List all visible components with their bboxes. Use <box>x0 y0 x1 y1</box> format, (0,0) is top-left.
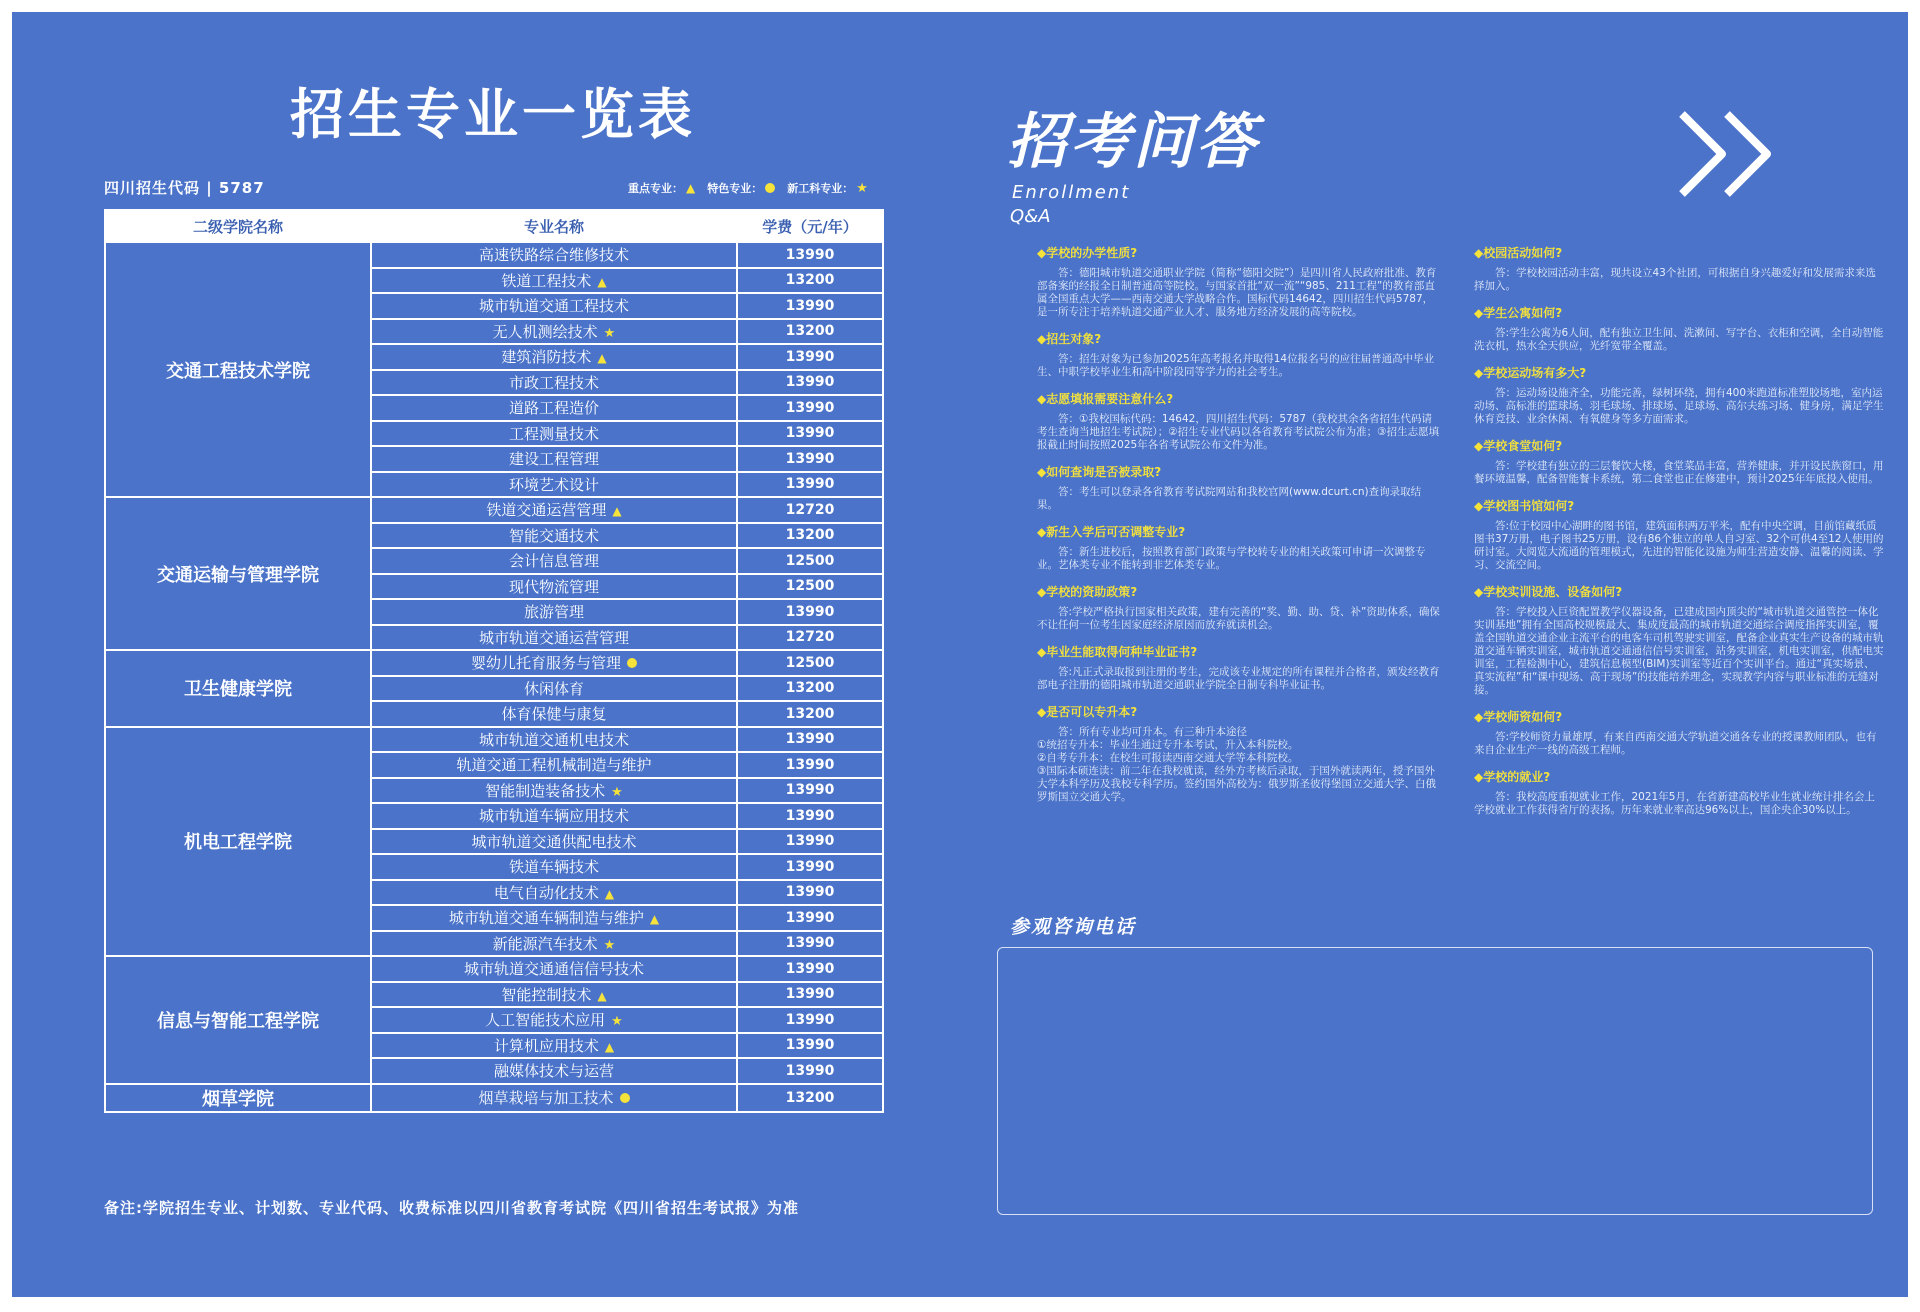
qa-question: ◆学校的资助政策? <box>1037 585 1138 599</box>
tuition-fee: 13990 <box>737 931 883 957</box>
college-name: 卫生健康学院 <box>105 650 371 727</box>
college-name: 信息与智能工程学院 <box>105 956 371 1084</box>
tuition-fee: 12500 <box>737 548 883 574</box>
tuition-fee: 13990 <box>737 1033 883 1059</box>
qa-answer: 答：学校校园活动丰富，现共设立43个社团，可根据自身兴趣爱好和发展需求来选择加入。 <box>1474 267 1876 292</box>
major-name: 休闲体育 <box>371 676 737 702</box>
major-name: 现代物流管理 <box>371 574 737 600</box>
college-name: 交通运输与管理学院 <box>105 497 371 650</box>
table-row <box>105 650 883 676</box>
header-major: 专业名称 <box>371 210 737 242</box>
qa-answer: 答：学校建有独立的三层餐饮大楼，食堂菜品丰富，营养健康，并开设民族窗口，用餐环境温馨，配备智能餐卡系统，第二食堂也正在修建中，预计2025年年底投入使用。 <box>1474 460 1884 485</box>
major-name: 市政工程技术 <box>371 370 737 396</box>
table-row <box>105 242 883 268</box>
major-name: 城市轨道交通机电技术 <box>371 727 737 753</box>
qa-question: ◆学校运动场有多大? <box>1474 366 1587 380</box>
triangle-icon: ▲ <box>597 351 607 366</box>
major-name: 轨道交通工程机械制造与维护 <box>371 752 737 778</box>
major-name: 新能源汽车技术 ★ <box>371 931 737 957</box>
major-name: 人工智能技术应用 ★ <box>371 1007 737 1033</box>
major-name: 城市轨道交通工程技术 <box>371 293 737 319</box>
major-name: 城市轨道车辆应用技术 <box>371 803 737 829</box>
tuition-fee: 13990 <box>737 854 883 880</box>
major-name: 工程测量技术 <box>371 421 737 447</box>
major-name: 智能制造装备技术 ★ <box>371 778 737 804</box>
tuition-fee: 13990 <box>737 956 883 982</box>
tuition-fee: 13200 <box>737 523 883 549</box>
major-name: 铁道工程技术 ▲ <box>371 268 737 294</box>
qa-question: ◆志愿填报需要注意什么? <box>1037 392 1174 406</box>
star-icon: ★ <box>603 325 616 341</box>
legend <box>628 180 868 196</box>
qa-answer: 答:学校师资力量雄厚，有来自西南交通大学轨道交通各专业的授课教师团队，也有来自企业生产一线的高级工程师。 <box>1474 731 1877 756</box>
admission-code: 四川招生代码 | 5787 <box>104 179 265 197</box>
major-name: 高速铁路综合维修技术 <box>371 242 737 268</box>
tuition-fee: 12720 <box>737 497 883 523</box>
star-icon: ★ <box>611 1014 623 1030</box>
tuition-fee: 13990 <box>737 395 883 421</box>
star-icon: ★ <box>856 180 868 196</box>
tuition-fee: 12720 <box>737 625 883 651</box>
majors-table-body <box>105 242 883 1112</box>
tuition-fee: 12500 <box>737 574 883 600</box>
tuition-fee: 13990 <box>737 599 883 625</box>
triangle-icon: ▲ <box>604 886 615 901</box>
qa-answer: 答:位于校园中心湖畔的图书馆，建筑面积两万平米，配有中央空调，目前馆藏纸质图书37万册，电子图书25万册，设有86个独立的单人自习室、32个可供4至12人使用的研讨室。大阅览大流通的管理模式，先进的智能化设施为师生营造安静、温馨的阅读、学习、交流空间。 <box>1474 520 1884 571</box>
qa-column-right <box>1474 244 1884 828</box>
qa-subtitle-enrollment: Enrollment <box>1012 182 1131 203</box>
qa-question: ◆如何查询是否被录取? <box>1037 465 1162 479</box>
tuition-fee: 13990 <box>737 242 883 268</box>
qa-answer: 答:学校严格执行国家相关政策，建有完善的“奖、勤、助、贷、补”资助体系，确保不让任何一位考生因家庭经济原因而放弃就读机会。 <box>1037 606 1440 631</box>
major-name: 旅游管理 <box>371 599 737 625</box>
qa-question: ◆学校食堂如何? <box>1474 439 1563 453</box>
qa-question: ◆毕业生能取得何种毕业证书? <box>1037 645 1198 659</box>
tuition-fee: 13990 <box>737 880 883 906</box>
qa-answer: 答：新生进校后，按照教育部门政策与学校转专业的相关政策可申请一次调整专业。艺体类专业不能转到非艺体类专业。 <box>1037 546 1426 571</box>
header-fee: 学费（元/年） <box>737 210 883 242</box>
legend-key: 重点专业： ▲ <box>628 181 696 195</box>
major-name: 融媒体技术与运营 <box>371 1058 737 1084</box>
major-name: 城市轨道交通通信信号技术 <box>371 956 737 982</box>
tuition-fee: 13200 <box>737 1084 883 1112</box>
tuition-fee: 13990 <box>737 1058 883 1084</box>
phone-section-title: 参观咨询电话 <box>1010 916 1137 938</box>
tuition-fee: 13990 <box>737 752 883 778</box>
triangle-icon: ▲ <box>604 1039 615 1054</box>
table-row <box>105 727 883 753</box>
tuition-fee: 13200 <box>737 268 883 294</box>
double-chevron-right-icon <box>1672 104 1782 204</box>
tuition-fee: 13990 <box>737 446 883 472</box>
major-name: 城市轨道交通运营管理 <box>371 625 737 651</box>
major-name: 体育保健与康复 <box>371 701 737 727</box>
major-name: 铁道车辆技术 <box>371 854 737 880</box>
majors-table <box>104 209 884 1113</box>
qa-answer: 答:凡正式录取报到注册的考生，完成该专业规定的所有课程并合格者，颁发经教育部电子注册的德阳城市轨道交通职业学院全日制专科毕业证书。 <box>1037 666 1440 691</box>
qa-question: ◆学校的就业? <box>1474 770 1551 784</box>
tuition-fee: 13990 <box>737 293 883 319</box>
qa-answer: 答：所有专业均可升本。有三种升本途径 ①统招专升本：毕业生通过专升本考试，升入本科院校。 ②自考专升本：在校生可报读西南交通大学等本科院校。 ③国际本硕连读：前二年在我校就读，经外方考核后录取，于国外就读两年，授予国外大学本科学历及我校专科学历。签约国外高校为：俄罗斯圣彼得堡国立交通大学、白俄罗斯国立交通大学。 <box>1037 726 1436 803</box>
triangle-icon: ▲ <box>597 274 607 289</box>
brochure-spread <box>12 12 1908 1297</box>
table-row <box>105 1084 883 1112</box>
major-name: 计算机应用技术 ▲ <box>371 1033 737 1059</box>
qa-answer: 答：考生可以登录各省教育考试院网站和我校官网(www.dcurt.cn)查询录取结果。 <box>1037 486 1422 511</box>
triangle-icon: ▲ <box>612 504 622 519</box>
qa-title: 招考问答 <box>1007 107 1259 177</box>
qa-question: ◆新生入学后可否调整专业? <box>1037 525 1186 539</box>
tuition-fee: 13200 <box>737 676 883 702</box>
tuition-fee: 13990 <box>737 803 883 829</box>
qa-question: ◆是否可以专升本? <box>1037 705 1138 719</box>
major-name: 会计信息管理 <box>371 548 737 574</box>
triangle-icon: ▲ <box>597 988 607 1003</box>
dot-icon <box>765 183 775 193</box>
tuition-fee: 13990 <box>737 982 883 1008</box>
qa-column-left <box>1037 244 1442 815</box>
qa-answer: 答：招生对象为已参加2025年高考报名并取得14位报名号的应往届普通高中毕业生、中职学校毕业生和高中阶段同等学力的社会考生。 <box>1037 353 1435 378</box>
triangle-icon: ▲ <box>649 912 660 927</box>
qa-answer: 答：运动场设施齐全，功能完善，绿树环绕，拥有400米跑道标准塑胶场地，室内运动场、高标准的篮球场、羽毛球场、排球场、足球场、高尔夫练习场、健身房，满足学生休育竞技、业余休闲、有氧健身等多方面需求。 <box>1474 387 1884 425</box>
major-name: 智能交通技术 <box>371 523 737 549</box>
tuition-fee: 12500 <box>737 650 883 676</box>
tuition-fee: 13990 <box>737 829 883 855</box>
major-name: 道路工程造价 <box>371 395 737 421</box>
qa-answer: 答：学校投入巨资配置教学仪器设备，已建成国内顶尖的“城市轨道交通管控一体化实训基地”拥有全国高校规模最大、集成度最高的城市轨道交通综合调度指挥实训室，覆盖全国轨道交通企业主流平台的电客车司机驾驶实训室，配备企业真实生产设备的城市轨道交通车辆实训室，城市轨道交通通信信号实训室，站务实训室，机电实训室，供配电实训室，工程检测中心，建筑信息模型(BIM)实训室等近百个实训平台。通过“真实场景、真实流程”和“课中现场、高于现场”的技能培养理念，实现教学内容与职业标准的无缝对接。 <box>1474 606 1884 696</box>
college-name: 烟草学院 <box>105 1084 371 1112</box>
legend-featured: 特色专业： <box>707 180 775 196</box>
qa-answer: 答:学生公寓为6人间，配有独立卫生间、洗漱间、写字台、衣柜和空调，全自动智能洗衣机，热水全天供应，光纤宽带全覆盖。 <box>1474 327 1884 352</box>
major-name: 电气自动化技术 ▲ <box>371 880 737 906</box>
tuition-fee: 13990 <box>737 727 883 753</box>
dot-icon <box>627 658 637 668</box>
qa-question: ◆招生对象? <box>1037 332 1102 346</box>
qa-question: ◆学生公寓如何? <box>1474 306 1563 320</box>
tuition-fee: 13200 <box>737 319 883 345</box>
majors-title: 招生专业一览表 <box>290 83 696 146</box>
qa-question: ◆学校的办学性质? <box>1037 246 1138 260</box>
major-name: 城市轨道交通车辆制造与维护 ▲ <box>371 905 737 931</box>
major-name: 无人机测绘技术 ★ <box>371 319 737 345</box>
qa-subtitle-qa: Q&A <box>1010 206 1051 227</box>
major-name: 环境艺术设计 <box>371 472 737 498</box>
tuition-fee: 13990 <box>737 370 883 396</box>
table-header <box>105 210 883 242</box>
major-name: 智能控制技术 ▲ <box>371 982 737 1008</box>
triangle-icon: ▲ <box>686 181 696 195</box>
major-name: 婴幼儿托育服务与管理 <box>371 650 737 676</box>
tuition-fee: 13990 <box>737 778 883 804</box>
qa-question: ◆学校图书馆如何? <box>1474 499 1575 513</box>
college-name: 交通工程技术学院 <box>105 242 371 497</box>
qa-answer: 答：①我校国标代码：14642，四川招生代码：5787（我校其余各省招生代码请考生查询当地招生考试院）；②招生专业代码以各省教育考试院公布为准；③招生志愿填报截止时间按照2025年各省考试院公布文件为准。 <box>1037 413 1440 451</box>
major-name: 烟草栽培与加工技术 <box>371 1084 737 1112</box>
dot-icon <box>620 1093 630 1103</box>
qa-answer: 答：德阳城市轨道交通职业学院（简称“德阳交院”）是四川省人民政府批准、教育部备案的经报全日制普通高等院校。与国家首批“双一流”“985、211工程”的教育部直属全国重点大学——西南交通大学战略合作。国标代码14642，四川招生代码5787，是一所专注于培养轨道交通产业人才、服务地方经济发展的高等院校。 <box>1037 267 1437 318</box>
tuition-fee: 13200 <box>737 701 883 727</box>
college-name: 机电工程学院 <box>105 727 371 957</box>
header-college: 二级学院名称 <box>105 210 371 242</box>
major-name: 城市轨道交通供配电技术 <box>371 829 737 855</box>
star-icon: ★ <box>603 937 616 953</box>
qa-question: ◆学校师资如何? <box>1474 710 1563 724</box>
legend-new-engineering: 新工科专业： ★ <box>787 180 868 196</box>
tuition-fee: 13990 <box>737 1007 883 1033</box>
tuition-fee: 13990 <box>737 344 883 370</box>
star-icon: ★ <box>611 784 623 800</box>
qa-question: ◆学校实训设施、设备如何? <box>1474 585 1623 599</box>
major-name: 建设工程管理 <box>371 446 737 472</box>
qa-question: ◆校园活动如何? <box>1474 246 1563 260</box>
phone-box <box>997 947 1873 1215</box>
tuition-fee: 13990 <box>737 472 883 498</box>
qa-answer: 答：我校高度重视就业工作，2021年5月，在省新建高校毕业生就业统计排名会上学校就业工作获得省厅的表扬。历年来就业率高达96%以上，国企央企30%以上。 <box>1474 791 1875 816</box>
footnote: 备注:学院招生专业、计划数、专业代码、收费标准以四川省教育考试院《四川省招生考试报》为准 <box>104 1199 800 1217</box>
major-name: 建筑消防技术 ▲ <box>371 344 737 370</box>
tuition-fee: 13990 <box>737 421 883 447</box>
tuition-fee: 13990 <box>737 905 883 931</box>
major-name: 铁道交通运营管理 ▲ <box>371 497 737 523</box>
table-row <box>105 497 883 523</box>
table-row <box>105 956 883 982</box>
